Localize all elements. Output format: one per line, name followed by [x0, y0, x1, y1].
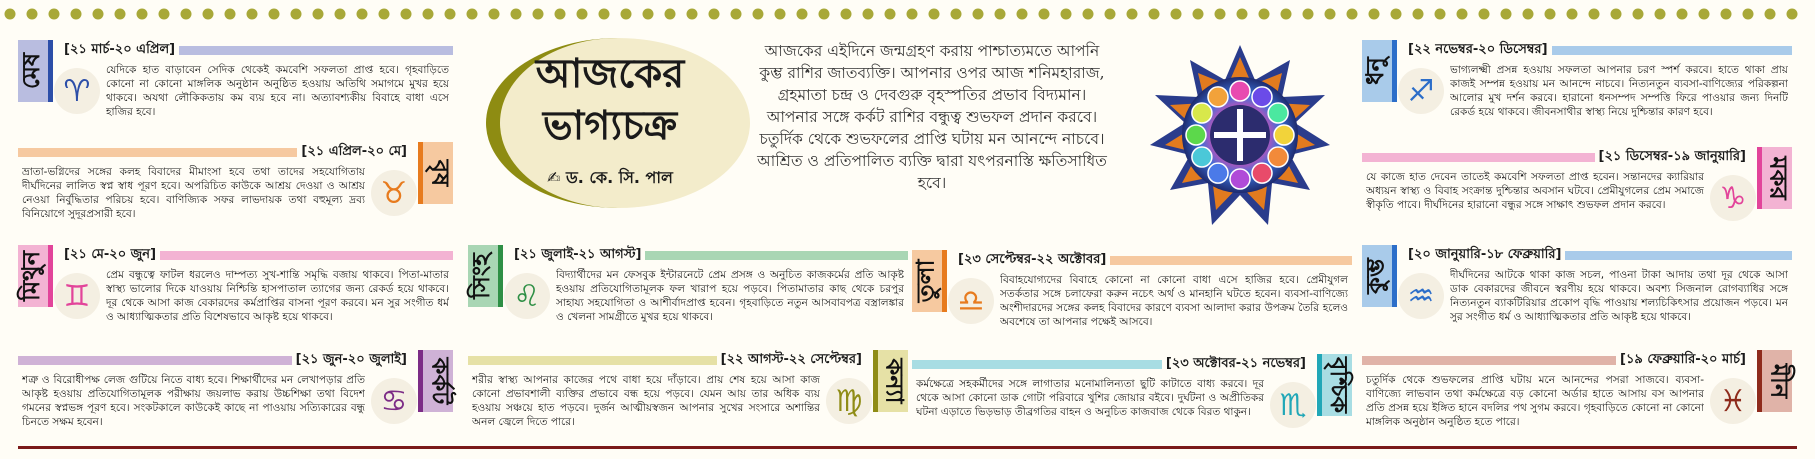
- border-dot: [753, 9, 764, 20]
- border-dot: [1677, 9, 1688, 20]
- border-dot: [181, 9, 192, 20]
- sign-name: ধনু: [1361, 57, 1389, 85]
- border-dot: [1391, 9, 1402, 20]
- border-dot: [1259, 9, 1270, 20]
- horoscope-card-0: [18, 38, 453, 128]
- date-range: [২১ জুলাই-২১ আগস্ট]: [510, 245, 645, 266]
- date-range-row: [18, 142, 411, 162]
- sign-name: মিথুন: [17, 250, 45, 302]
- border-dot: [247, 9, 258, 20]
- border-dot: [973, 9, 984, 20]
- sign-name-tag: [468, 245, 503, 307]
- border-dot: [203, 9, 214, 20]
- date-bar: [468, 356, 717, 365]
- sign-name-tag: [418, 350, 453, 412]
- border-dot: [1765, 9, 1776, 20]
- border-dot: [1545, 9, 1556, 20]
- sign-name: কর্কট: [426, 357, 455, 405]
- date-bar: [1110, 256, 1352, 265]
- pen-icon: ✍: [547, 168, 561, 187]
- sign-name-tag: [1757, 147, 1792, 209]
- horoscope-card-6: [912, 248, 1352, 348]
- sign-name-tag: [18, 40, 53, 102]
- sign-name: বৃষ: [426, 159, 454, 187]
- border-dot: [27, 9, 38, 20]
- date-range: [২০ জানুয়ারি-১৮ ফেব্রুয়ারি]: [1404, 245, 1565, 266]
- border-dot: [951, 9, 962, 20]
- border-dot: [775, 9, 786, 20]
- date-bar: [179, 46, 453, 55]
- date-range: [২১ ডিসেম্বর-১৯ জানুয়ারি]: [1595, 147, 1750, 168]
- border-dot: [1435, 9, 1446, 20]
- date-range-row: [954, 250, 1352, 270]
- wheel-sign-dot: [1274, 125, 1294, 145]
- border-dot: [1303, 9, 1314, 20]
- scorpion-icon: ♏: [1270, 382, 1316, 428]
- border-dot: [1457, 9, 1468, 20]
- horoscope-text: শরীর স্বাস্থ্য আপনার কাজের পথে বাধা হয়ে দাঁড়াবে। প্রায় শেষ হয়ে আসা কাজ কোনো প্রভাবশালী ব্যক্তির প্রভাবে বন্ধ হয়ে পড়বে। যেমন আয় তার অধিক ব্যয় হওয়ায় সঞ্চয়ে হাত পড়বে। দুর্জন আত্মীয়স্বজন আপনার সুখের সংসারে অশান্তির অনল জ্বেলে দিতে পারে।: [472, 374, 820, 428]
- horoscope-text: যেদিকে হাত বাড়াবেন সেদিক থেকেই কমবেশি সফলতা প্রাপ্ত হবে। গৃহবাড়িতে কোনো না কোনো মাঙ্গলিক অনুষ্ঠান অনুষ্ঠিত হওয়ায় অতিথি সমাগমে মুখর হয়ে থাকবে। অযথা লৌকিকতায় কম ব্যয় হবে না। অত্যাবশ্যকীয় বিবাহে বাধা এসে হাজির হবে।: [106, 64, 449, 118]
- date-bar: [1362, 356, 1616, 365]
- border-dot: [929, 9, 940, 20]
- border-dot: [1567, 9, 1578, 20]
- border-dot: [511, 9, 522, 20]
- horoscope-text: বিদ্যার্থীদের মন ফেসবুক ইন্টারনেটে প্রেম প্রসঙ্গ ও অনুচিত কাজকর্মের প্রতি আকৃষ্ট হওয়ায় প্রতিযোগিতামূলক ফল খারাপ হয়ে পড়বে। পিতামাতার কাছ থেকে চরপুর সাহায্য সহযোগিতা ও আশীর্বাদপ্রাপ্ত হবেন। গৃহবাড়িতে নতুন আসবাবপত্র বস্ত্রালঙ্কার ও খেলনা সামগ্রীতে মুখর হয়ে থাকবে।: [556, 269, 904, 323]
- horoscope-text: যে কাজে হাত দেবেন তাতেই কমবেশি সফলতা প্রাপ্ত হবেন। সন্তানদের ক্যারিয়ার অধ্যয়ন স্বাস্থ্য ও বিবাহ সংক্রান্ত দুশ্চিন্তার অবসান ঘটবে। প্রেমীযুগলের প্রেম সমাজে স্বীকৃতি পাবে। দীর্ঘদিনের হারানো বন্ধুর সঙ্গে সাক্ষাৎ শুভফল প্রদান করবে।: [1366, 171, 1704, 211]
- border-dot: [621, 9, 632, 20]
- border-dot: [1655, 9, 1666, 20]
- horoscope-text: কর্মক্ষেত্রে সহকর্মীদের সঙ্গে লাগাতার মনোমালিন্যতা ছুটি কাটাতে বাধ্য করবে। দূর থেকে আসা কোনো ডাক গোটা পরিবারে খুশির জোয়ার বইবে। দুর্ঘটনা ও অপ্রীতিকর ঘটনা এড়াতে ভিড়ভাড় তীব্রগতির বাহন ও অনুচিত কাজবাজ থেকে বিরত থাকুন।: [916, 378, 1264, 418]
- bottom-divider: [18, 446, 1797, 449]
- border-dot: [687, 9, 698, 20]
- horoscope-text: বিবাহযোগ্যদের বিবাহে কোনো না কোনো বাধা এসে হাজির হবে। প্রেমীযুগল সতর্কতার সঙ্গে চলাফেরা করুন নচেৎ অর্থ ও মানহানি ঘটতে হবেন। ব্যবসা-বাণিজ্যে অংশীদারদের সঙ্গের কলহ বিবাদের কারণে ব্যবসা আলাদা করার উপক্রম তৈরি হলেও অবশেষে তা আপনার পক্ষেই আসবে।: [1000, 274, 1348, 328]
- date-range-row: [1362, 147, 1750, 167]
- border-dot: [1501, 9, 1512, 20]
- border-dot: [1083, 9, 1094, 20]
- border-dot: [1061, 9, 1072, 20]
- border-dot: [1237, 9, 1248, 20]
- archer-icon: ♐: [1398, 68, 1444, 114]
- border-dot: [357, 9, 368, 20]
- border-dot: [885, 9, 896, 20]
- sign-name-tag: [912, 250, 947, 312]
- page-title: আজকের ভাগ্যচক্র: [535, 50, 685, 149]
- date-range-row: [1404, 40, 1792, 60]
- bull-icon: ♉: [371, 170, 417, 216]
- cancer-icon: ♋: [371, 378, 417, 424]
- horoscope-card-8: [1362, 38, 1792, 138]
- twins-icon: ♊: [54, 273, 100, 319]
- wheel-sign-dot: [1268, 103, 1288, 123]
- wheel-sign-dot: [1230, 169, 1250, 189]
- date-bar: [1552, 46, 1792, 55]
- border-dot: [5, 9, 16, 20]
- virgo-icon: ♍: [826, 378, 872, 424]
- sign-name-tag: [1362, 40, 1397, 102]
- border-dot: [907, 9, 918, 20]
- horoscope-text: চতুর্দিক থেকে শুভফলের প্রাপ্তি ঘটায় মনে আনন্দের পসরা সাজবে। ব্যবসা-বাণিজ্যে লাভবান তথা কর্মক্ষেত্রে বড় কোনো অর্ডার হাতে আসায় বস আপনার প্রতি প্রসন্ন হয়ে ইঙ্গিত হানে বদলির পথ সুগম করবে। গৃহবাড়িতে কোনো না কোনো মাঙ্গলিক অনুষ্ঠান অনুষ্ঠিত হতে পারে।: [1366, 374, 1704, 428]
- wheel-sign-dot: [1252, 163, 1272, 183]
- border-dot: [797, 9, 808, 20]
- wheel-sign-dot: [1268, 147, 1288, 167]
- sign-name: তুলা: [911, 259, 940, 303]
- border-dot: [1193, 9, 1204, 20]
- date-range: [২৩ অক্টোবর-২১ নভেম্বর]: [1162, 354, 1310, 375]
- border-dot: [313, 9, 324, 20]
- date-bar: [160, 251, 453, 260]
- border-dot: [1787, 9, 1798, 20]
- border-dot: [1743, 9, 1754, 20]
- border-dot: [423, 9, 434, 20]
- border-dot: [731, 9, 742, 20]
- sign-name-tag: [418, 142, 453, 204]
- border-dot: [1699, 9, 1710, 20]
- border-dot: [71, 9, 82, 20]
- author-line: [495, 165, 725, 192]
- border-dot: [269, 9, 280, 20]
- border-dot: [863, 9, 874, 20]
- wheel-sign-dot: [1230, 81, 1250, 101]
- date-range-row: [1362, 350, 1750, 370]
- date-range: [২১ মার্চ-২০ এপ্রিল]: [60, 40, 179, 61]
- border-dot: [93, 9, 104, 20]
- border-dot: [49, 9, 60, 20]
- border-dot: [137, 9, 148, 20]
- date-range: [১৯ ফেব্রুয়ারি-২০ মার্চ]: [1616, 350, 1750, 371]
- date-range-row: [468, 350, 866, 370]
- border-dot: [1523, 9, 1534, 20]
- ram-icon: ♈: [54, 68, 100, 114]
- sign-name: সিংহ: [467, 253, 496, 299]
- date-bar: [1362, 153, 1595, 162]
- sign-name: কন্যা: [881, 358, 910, 404]
- horoscope-text: ভাগ্যলক্ষ্মী প্রসন্ন হওয়ায় সফলতা আপনার চরণ স্পর্শ করবে। হাতে থাকা প্রায় কাজই সম্পন্ন হওয়ায় মন আনন্দে নাচবে। নিত্যনতুন ব্যবসা-বাণিজ্যের পরিকল্পনা আলোর মুখ দর্শন করবে। হারানো ধনসম্পদ সম্পত্তি ফিরে পাওয়ার জন্য দিনটি রেকর্ড হয়ে থাকবে। জীবনসাথীর স্বাস্থ্য নিয়ে দুশ্চিন্তার কারণ হবে।: [1450, 64, 1788, 118]
- date-range-row: [60, 245, 453, 265]
- border-dot: [1347, 9, 1358, 20]
- wheel-sign-dot: [1192, 147, 1212, 167]
- date-range: [২১ মে-২০ জুন]: [60, 245, 160, 266]
- border-dot: [467, 9, 478, 20]
- horoscope-card-1: [18, 140, 453, 230]
- border-dot: [159, 9, 170, 20]
- border-dot: [401, 9, 412, 20]
- date-range: [২১ এপ্রিল-২০ মে]: [297, 142, 411, 163]
- horoscope-text: ভ্রাতা-ভগ্নিদের সঙ্গের কলহ বিবাদের মীমাংসা হবে তথা তাদের সহযোগিতায় দীর্ঘদিনের লালিত স্বপ্ন স্বাধ পূরণ হবে। অপরিচিত কাউকে আশ্রয় দেওয়া ও আশ্রয় নেওয়া নির্বুদ্ধিতার পরিচয় হবে। বাণিজ্যিক সফর লাভদায়ক তথা বহুমূল্য দ্রব্য বিনিয়োগে সুদূরপ্রসারী হবে।: [22, 166, 365, 220]
- horoscope-text: দীর্ঘদিনের আটকে থাকা কাজ সচল, পাওনা টাকা আদায় তথা দূর থেকে আসা ডাক বেকারদের জীবনে স্বরণীয় হয়ে থাকবে। অবশ্য সিজনাল রোগব্যাধির সঙ্গে নিত্যনতুন ব্যাকটিরিয়ার প্রকোপ বৃদ্ধি পাওয়ায় শল্যচিকিৎসার প্রয়োজন পড়বে। মন সুর সংগীত ধর্ম ও আধ্যাত্মিকতার প্রতি আকৃষ্ট হয়ে থাকবে।: [1450, 269, 1788, 323]
- author-name: ড. কে. সি. পাল: [566, 168, 673, 187]
- wheel-sign-dot: [1208, 163, 1228, 183]
- fish-icon: ♓: [1710, 378, 1756, 424]
- border-dot: [599, 9, 610, 20]
- date-range-row: [18, 350, 411, 370]
- sign-name: বৃশ্চিক: [1325, 356, 1353, 414]
- water-bearer-icon: ♒: [1398, 273, 1444, 319]
- birthday-intro: আজকের এইদিনে জন্মগ্রহণ করায় পাশ্চাত্যমতে আপনি কুম্ভ রাশির জাতব্যক্তি। আপনার ওপর আজ শনিমহারাজ, গ্রহমাতা চন্দ্র ও দেবগুরু বৃহস্পতির প্রভাব বিদ্যমান। আপনার সঙ্গে কর্কট রাশির বন্ধুত্ব শুভফল প্রদান করবে। চতুর্দিক থেকে শুভফলের প্রাপ্তি ঘটায় মন আনন্দে নাচবে। আশ্রিত ও প্রতিপালিত ব্যক্তি দ্বারা যৎপরনাস্তি ক্ষতিসাধিত হবে।: [757, 42, 1107, 192]
- goat-icon: ♑: [1710, 175, 1756, 221]
- border-dot: [1369, 9, 1380, 20]
- border-dot: [1589, 9, 1600, 20]
- horoscope-card-10: [1362, 243, 1792, 343]
- border-dot: [115, 9, 126, 20]
- horoscope-card-11: [1362, 348, 1792, 440]
- lion-icon: ♌: [504, 273, 550, 319]
- sign-name: কুম্ভ: [1361, 258, 1389, 294]
- horoscope-card-2: [18, 243, 453, 335]
- date-range: [২৩ সেপ্টেম্বর-২২ অক্টোবর]: [954, 250, 1110, 271]
- border-dot: [841, 9, 852, 20]
- wheel-sign-dot: [1192, 103, 1212, 123]
- border-dot: [709, 9, 720, 20]
- sign-name-tag: [1317, 354, 1352, 416]
- border-dot: [1281, 9, 1292, 20]
- date-bar: [645, 251, 908, 260]
- border-dot: [1105, 9, 1116, 20]
- date-bar: [18, 356, 292, 365]
- border-dot: [1171, 9, 1182, 20]
- dotted-border: [0, 6, 1815, 22]
- border-dot: [1413, 9, 1424, 20]
- horoscope-card-5: [468, 348, 908, 440]
- sign-name-tag: [1362, 245, 1397, 307]
- border-dot: [225, 9, 236, 20]
- border-dot: [1611, 9, 1622, 20]
- sign-name-tag: [873, 350, 908, 412]
- border-dot: [1127, 9, 1138, 20]
- date-bar: [1565, 251, 1792, 260]
- border-dot: [1633, 9, 1644, 20]
- border-dot: [1325, 9, 1336, 20]
- date-range: [২১ জুন-২০ জুলাই]: [292, 350, 411, 371]
- border-dot: [1721, 9, 1732, 20]
- horoscope-card-4: [468, 243, 908, 343]
- wheel-sign-dot: [1208, 87, 1228, 107]
- date-range-row: [510, 245, 908, 265]
- border-dot: [819, 9, 830, 20]
- border-dot: [379, 9, 390, 20]
- border-dot: [665, 9, 676, 20]
- horoscope-card-3: [18, 348, 453, 440]
- border-dot: [489, 9, 500, 20]
- border-dot: [533, 9, 544, 20]
- border-dot: [291, 9, 302, 20]
- sign-name: মীন: [1765, 363, 1793, 399]
- date-range-row: [1404, 245, 1792, 265]
- wheel-sign-dot: [1252, 87, 1272, 107]
- sign-name: মকর: [1765, 156, 1794, 200]
- horoscope-card-7: [912, 352, 1352, 440]
- border-dot: [555, 9, 566, 20]
- date-bar: [18, 148, 297, 157]
- horoscope-text: শত্রু ও বিরোধীপক্ষ লেজ গুটিয়ে নিতে বাধ্য হবে। শিক্ষার্থীদের মন লেখাপড়ার প্রতি আকৃষ্ট হওয়ায় প্রতিযোগিতামূলক পরীক্ষায় জয়লাভ করায় উচ্চশিক্ষা তথা বিদেশ গমনের স্বপ্নভঙ্গ পূরণ হবে। সংকটকালে কাউকেই কাছে না পাওয়ায় সত্যিকারের বন্ধু চিনতে সক্ষম হবেন।: [22, 374, 365, 428]
- sign-name-tag: [1757, 350, 1792, 412]
- sign-name: মেষ: [17, 52, 46, 90]
- border-dot: [1017, 9, 1028, 20]
- border-dot: [1215, 9, 1226, 20]
- border-dot: [577, 9, 588, 20]
- border-dot: [995, 9, 1006, 20]
- date-range-row: [60, 40, 453, 60]
- horoscope-card-9: [1362, 145, 1792, 240]
- border-dot: [1479, 9, 1490, 20]
- border-dot: [445, 9, 456, 20]
- border-dot: [1039, 9, 1050, 20]
- border-dot: [643, 9, 654, 20]
- zodiac-wheel-icon: [1150, 45, 1330, 225]
- scales-icon: ♎: [948, 278, 994, 324]
- horoscope-text: প্রেম বন্ধুত্বে ফাটল ধরলেও দাম্পত্য সুখ-শান্তি সমৃদ্ধি বজায় থাকবে। পিতা-মাতার স্বাস্থ্য ভালোর দিকে যাওয়ায় নিশ্চিন্তি হাসপাতাল ত্যাগের জন্য রেকর্ড হয়ে থাকবে। দূর থেকে আসা কাজ বেকারদের কর্মপ্রাপ্তির বাসনা পূরণ করবে। মন সুর সংগীত ধর্ম ও আধ্যাত্মিকতার প্রতি বিশেষভাবে আকৃষ্ট হয়ে থাকবে।: [106, 269, 449, 323]
- border-dot: [1149, 9, 1160, 20]
- date-bar: [912, 360, 1162, 369]
- sign-name-tag: [18, 245, 53, 307]
- date-range: [২২ আগস্ট-২২ সেপ্টেম্বর]: [717, 350, 866, 371]
- date-range-row: [912, 354, 1310, 374]
- date-range: [২২ নভেম্বর-২০ ডিসেম্বর]: [1404, 40, 1552, 61]
- wheel-sign-dot: [1186, 125, 1206, 145]
- border-dot: [335, 9, 346, 20]
